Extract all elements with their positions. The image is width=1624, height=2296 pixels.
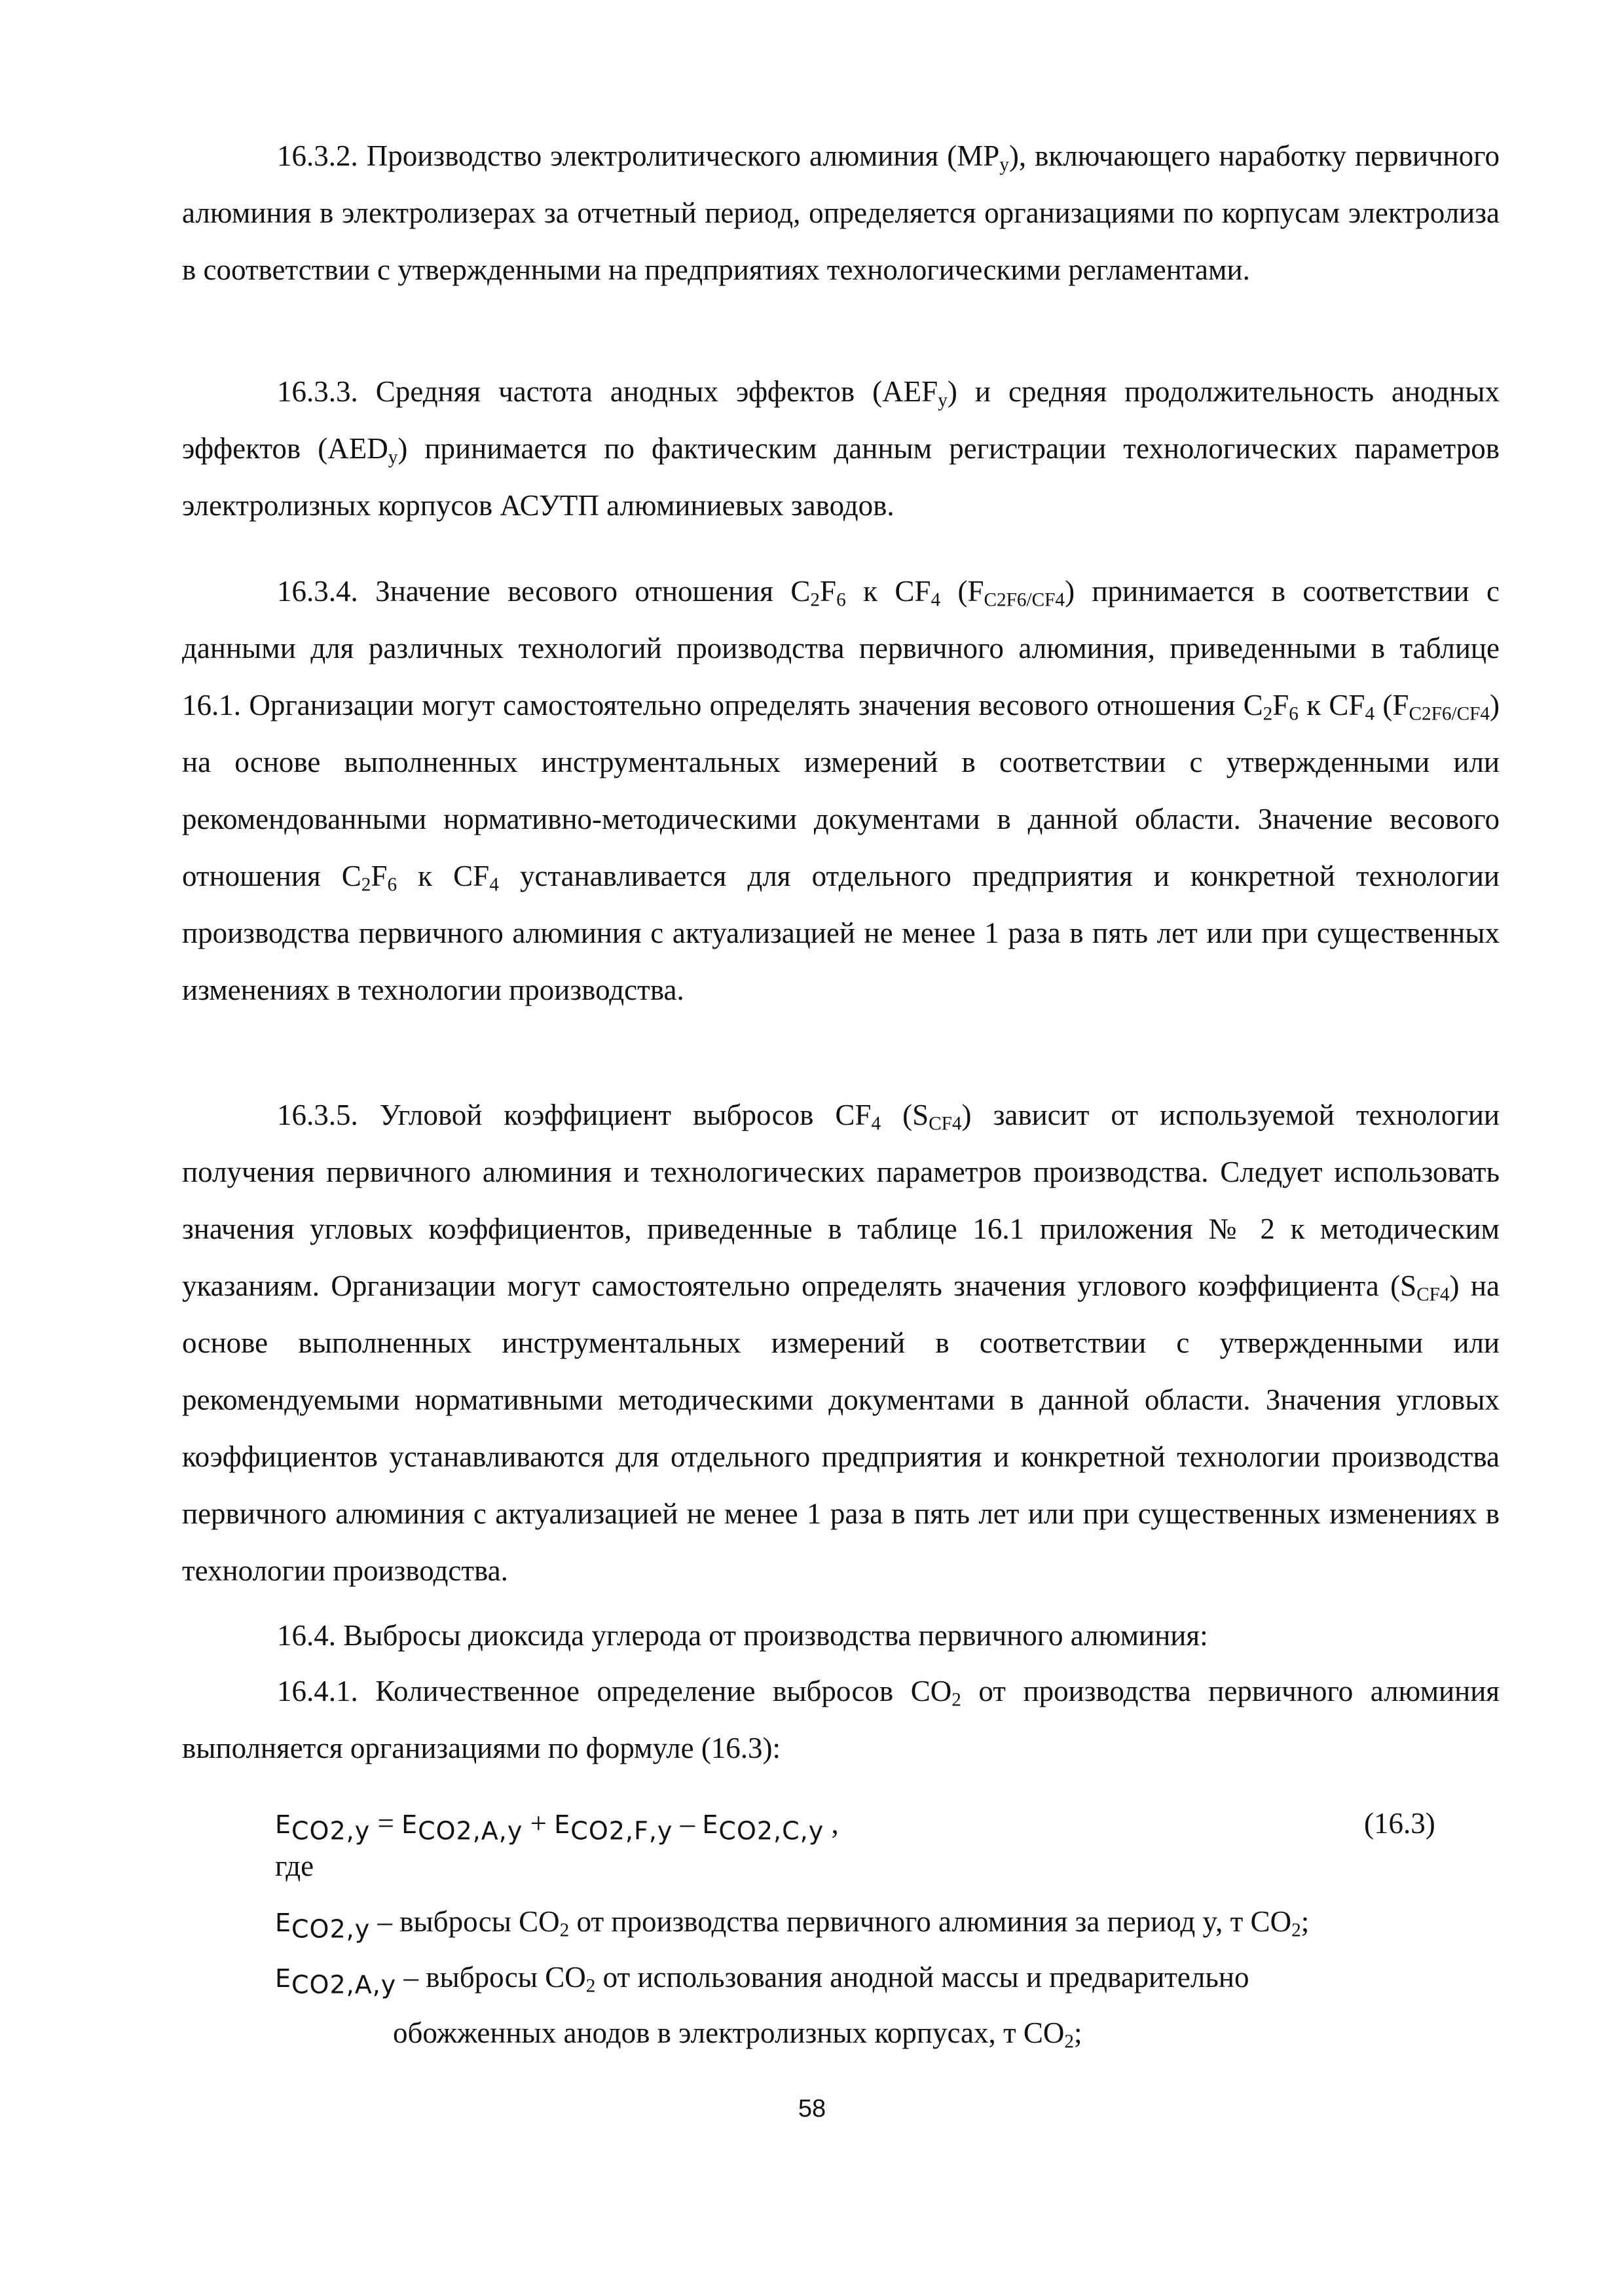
paragraph-16-3-3: 16.3.3. Средняя частота анодных эффектов $(AEF_y)$ и средняя продолжительность анодных эффектов $(AED_y)$ принимается по фактическим данным регистрации технологических параметров электролизных корпусов АСУТП алюминиевых заводов. [182, 375, 1500, 522]
formula-16-3: $E_{CO2,y} = E_{CO2,A,y} + E_{CO2,F,y} - E_{CO2,C,y}$ , [275, 1807, 839, 1846]
section-number: 16.3.4. [277, 575, 358, 608]
definition-e-co2-a-y: $E_{CO2,A,y}$ – выбросы $CO_2$ от использования анодной массы и предварительно [275, 1961, 1249, 1999]
section-number: 16.3.5. [277, 1099, 358, 1131]
definition-e-co2-a-y-continued: обожженных анодов в электролизных корпусах, т $CO_2$; [393, 2016, 1082, 2052]
paragraph-16-4-1: 16.4.1. Количественное определение выбросов $CO_2$ от производства первичного алюминия выполняется организациями по формуле (16.3): [182, 1675, 1500, 1764]
definition-e-co2-y: $E_{CO2,y}$ – выбросы $CO_2$ от производства первичного алюминия за период y, т $CO_2$; [275, 1905, 1310, 1944]
where-label: где [275, 1850, 314, 1882]
section-number: 16.3.3. [277, 375, 358, 408]
paragraph-16-4: 16.4. Выбросы диоксида углерода от производства первичного алюминия: [277, 1619, 1208, 1652]
section-number: 16.3.2. [277, 139, 358, 172]
section-number: 16.4.1. [277, 1675, 358, 1707]
paragraph-16-3-2: 16.3.2. Производство электролитического алюминия $(MP_y)$, включающего наработку первичного алюминия в электролизерах за отчетный период, определяется организациями по корпусам электролиза в соответствии с утвержденными на предприятиях технологическими регламентами. [182, 139, 1500, 286]
paragraph-16-3-4: 16.3.4. Значение весового отношения $C_2F_6$ к $CF_4$ $(F_{C2F6/CF4})$ принимается в соответствии с данными для различных технологий производства первичного алюминия, приведенными в таблице 16.1. Организации могут самостоятельно определять значения весового отношения $C_2F_6$ к $CF_4$ $(F_{C2F6/CF4})$ на основе выполненных инструментальных измерений в соответствии с утвержденными или рекомендованными нормативно-методическими документами в данной области. Значение весового отношения $C_2F_6$ к $CF_4$ устанавливается для отдельного предприятия и конкретной технологии производства первичного алюминия с актуализацией не менее 1 раза в пять лет или при существенных изменениях в технологии производства. [182, 575, 1500, 1006]
page-number: 58 [798, 2095, 826, 2123]
paragraph-16-3-5: 16.3.5. Угловой коэффициент выбросов $CF_4$ $(S_{CF4})$ зависит от используемой технологии получения первичного алюминия и технологических параметров производства. Следует использовать значения угловых коэффициентов, приведенные в таблице 16.1 приложения № 2 к методическим указаниям. Организации могут самостоятельно определять значения углового коэффициента $(S_{CF4})$ на основе выполненных инструментальных измерений в соответствии с утвержденными или рекомендуемыми нормативными методическими документами в данной области. Значения угловых коэффициентов устанавливаются для отдельного предприятия и конкретной технологии производства первичного алюминия с актуализацией не менее 1 раза в пять лет или при существенных изменениях в технологии производства. [182, 1099, 1500, 1587]
formula-number: (16.3) [1364, 1807, 1435, 1840]
